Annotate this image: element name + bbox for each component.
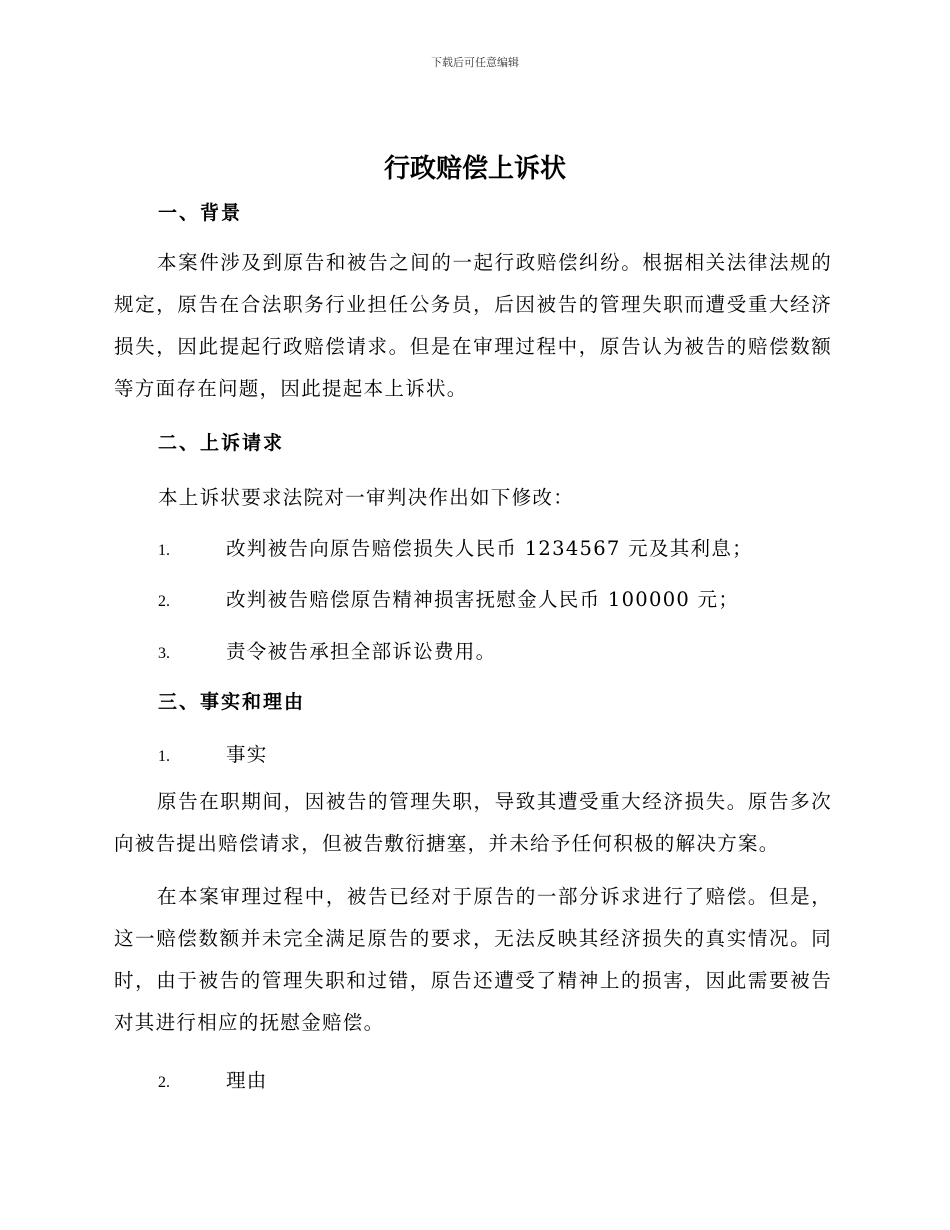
section-heading-background: 一、背景 bbox=[158, 202, 243, 224]
request-intro: 本上诉状要求法院对一审判决作出如下修改： bbox=[158, 486, 575, 509]
facts-subheading-1 bbox=[158, 739, 268, 767]
background-paragraph: 本案件涉及到原告和被告之间的一起行政赔偿纠纷。根据相关法律法规的规定，原告在合法职务行业担任公务员，后因被告的管理失职而遭受重大经济损失，因此提起行政赔偿请求。但是在审理过程中，原告认为被告的赔偿数额等方面存在问题，因此提起本上诉状。 bbox=[114, 251, 832, 400]
request-item-text: 改判被告向原告赔偿损失人民币 1234567 元及其利息； bbox=[226, 537, 753, 560]
request-item-2 bbox=[158, 584, 739, 612]
request-item-text: 责令被告承担全部诉讼费用。 bbox=[226, 640, 497, 663]
section-heading-facts: 三、事实和理由 bbox=[158, 691, 306, 713]
header-note: 下载后可任意编辑 bbox=[431, 56, 519, 69]
facts-sub-text: 理由 bbox=[226, 1069, 268, 1092]
request-item-1 bbox=[158, 533, 753, 561]
request-item-number: 2. bbox=[158, 593, 170, 610]
facts-paragraph-1: 原告在职期间，因被告的管理失职，导致其遭受重大经济损失。原告多次向被告提出赔偿请求，但被告敷衍搪塞，并未给予任何积极的解决方案。 bbox=[114, 790, 832, 855]
facts-sub-number: 2. bbox=[158, 1074, 170, 1091]
request-item-3 bbox=[158, 636, 496, 664]
section-heading-request: 二、上诉请求 bbox=[158, 432, 285, 454]
request-item-number: 1. bbox=[158, 542, 170, 559]
request-item-number: 3. bbox=[158, 645, 170, 662]
facts-subheading-2 bbox=[158, 1065, 268, 1093]
facts-sub-number: 1. bbox=[158, 748, 170, 765]
facts-sub-text: 事实 bbox=[226, 743, 268, 766]
facts-paragraph-2: 在本案审理过程中，被告已经对于原告的一部分诉求进行了赔偿。但是，这一赔偿数额并未完全满足原告的要求，无法反映其经济损失的真实情况。同时，由于被告的管理失职和过错，原告还遭受了精神上的损害，因此需要被告对其进行相应的抚慰金赔偿。 bbox=[114, 885, 832, 1034]
document-title: 行政赔偿上诉状 bbox=[383, 154, 566, 184]
request-item-text: 改判被告赔偿原告精神损害抚慰金人民币 100000 元； bbox=[226, 588, 740, 611]
